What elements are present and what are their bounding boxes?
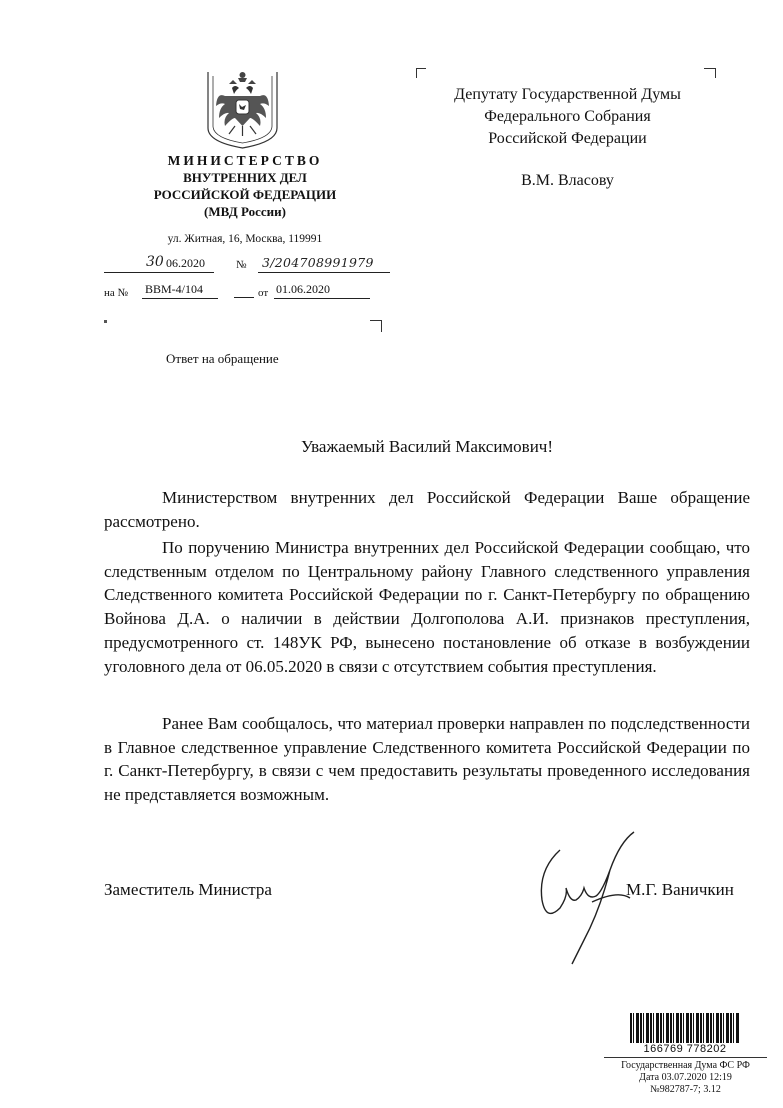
letter-paragraph-2: По поручению Министра внутренних дел Российской Федерации сообщаю, что следственным отделом по Центральному району Главного следственного управления Следственного комитета Российской Федерации по г. Санкт-Петербургу по обращению Войнова Д.А. о наличии в действии Долгополова А.И. признаков преступления, предусмотренного ст. 148УК РФ, вынесено постановление об отказе в возбуждении уголовного дела от 06.05.2020 в связи с отсутствием события преступления. [104,538,750,676]
ref-from-label: от [258,287,269,299]
registration-stamp [604,1060,767,1096]
stamp-line-3: №982787-7; 3.12 [650,1084,721,1095]
ref-number-field [142,283,218,299]
date-day-handwritten: 30 [146,254,164,270]
barcode [630,1013,740,1043]
signatory-position: Заместитель Министра [104,880,272,899]
stamp-line-1: Государственная Дума ФС РФ [621,1060,750,1071]
ministry-title-line-2: ВНУТРЕННИХ ДЕЛ [183,170,307,185]
addressee-line-2: Федерального Собрания [484,108,651,125]
corner-dot [104,320,107,323]
ref-divider [234,297,254,298]
handwritten-signature [530,830,640,970]
outgoing-number-handwritten: 3/204708991979 [262,255,374,270]
ref-date-field [274,283,370,299]
outgoing-number-field [258,256,390,273]
subject-line: Ответ на обращение [166,351,279,366]
letter-paragraph-1: Министерством внутренних дел Российской Федерации Ваше обращение рассмотрено. [104,488,750,531]
date-rest: 06.2020 [166,256,205,270]
stamp-divider [604,1057,767,1058]
stamp-line-2: Дата 03.07.2020 12:19 [639,1072,732,1083]
date-field [104,256,214,273]
number-label: № [236,259,247,271]
addressee-line-1: Депутату Государственной Думы [454,86,681,103]
letter-greeting: Уважаемый Василий Максимович! [300,437,554,456]
letter-paragraph-3: Ранее Вам сообщалось, что материал проверки направлен по подследственности в Главное следственное управление Следственного комитета Российской Федерации по г. Санкт-Петербургу, в связи с чем предоставить результаты проведенного исследования не представляется возможным. [104,714,750,805]
barcode-number: 166769 778202 [643,1043,727,1055]
ministry-title-line-1: МИНИСТЕРСТВО [167,153,323,168]
ref-date: 01.06.2020 [276,282,330,296]
addressee-name: В.М. Власову [521,172,614,189]
ministry-title-line-3: РОССИЙСКОЙ ФЕДЕРАЦИИ [153,187,337,202]
ministry-title-line-4: (МВД России) [204,204,286,219]
corner-mark-address-left [416,68,426,78]
ref-number: ВВМ-4/104 [145,282,204,296]
ref-prefix: на № [104,287,129,299]
addressee-line-3: Российской Федерации [488,130,647,147]
corner-mark-address-right [704,68,716,78]
signatory-name: М.Г. Ваничкин [626,880,734,899]
corner-mark-subject [370,320,382,332]
coat-of-arms-emblem [205,66,280,150]
ministry-address: ул. Житная, 16, Москва, 119991 [167,233,323,245]
